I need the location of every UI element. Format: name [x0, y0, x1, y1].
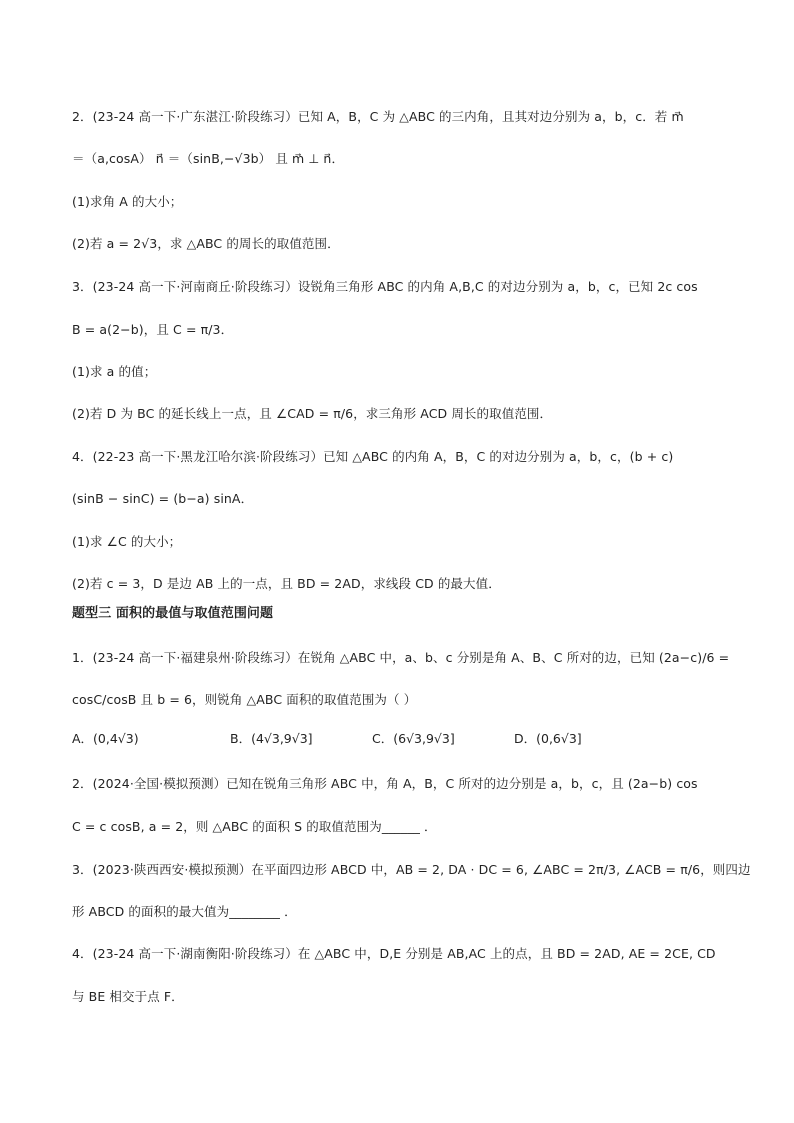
choice-a: A．(0,4√3) [72, 731, 139, 746]
q3-part-2: (2)若 D 为 BC 的延长线上一点，且 ∠CAD = π/6，求三角形 ACD 周长的取值范围． [72, 406, 553, 421]
q4-part-2: (2)若 c = 3，D 是边 AB 上的一点，且 BD = 2AD，求线段 CD 的最大值． [72, 576, 501, 591]
q2-part-1: (1)求角 A 的大小； [72, 194, 183, 209]
q2-stem-line-1: 2．(23-24 高一下·广东湛江·阶段练习）已知 A，B，C 为 △ABC 的三内角，且其对边分别为 a，b，c．若 m⃗ [72, 109, 684, 124]
s3-q4-stem-line-2: 与 BE 相交于点 F． [72, 989, 184, 1004]
s3-q1-stem-line-1: 1．(23-24 高一下·福建泉州·阶段练习）在锐角 △ABC 中，a、b、c 分别是角 A、B、C 所对的边，已知 (2a−c)/6 = [72, 650, 730, 665]
s3-q3-stem-line-2: 形 ABCD 的面积的最大值为________ ． [72, 904, 297, 919]
s3-q2-stem-line-2: C = c cosB, a = 2，则 △ABC 的面积 S 的取值范围为______ ． [72, 819, 437, 834]
choice-d: D．(0,6√3] [514, 731, 582, 746]
q3-stem-line-1: 3．(23-24 高一下·河南商丘·阶段练习）设锐角三角形 ABC 的内角 A,B,C 的对边分别为 a，b，c，已知 2c cos [72, 279, 698, 294]
choice-b: B．(4√3,9√3] [230, 731, 313, 746]
q4-part-1: (1)求 ∠C 的大小； [72, 534, 182, 549]
q3-part-1: (1)求 a 的值； [72, 364, 157, 379]
q3-stem-line-2: B = a(2−b)，且 C = π/3． [72, 322, 234, 337]
s3-q3-stem-line-1: 3．(2023·陕西西安·模拟预测）在平面四边形 ABCD 中，AB = 2, DA · DC = 6, ∠ABC = 2π/3, ∠ACB = π/6，则四边 [72, 862, 751, 877]
q2-stem-line-2: ＝（a,cosA） n⃗ ＝（sinB,−√3b） 且 m⃗ ⊥ n⃗． [72, 151, 345, 166]
section-heading: 题型三 面积的最值与取值范围问题 [72, 606, 274, 621]
q2-part-2: (2)若 a = 2√3，求 △ABC 的周长的取值范围． [72, 236, 340, 251]
q4-stem-line-1: 4．(22-23 高一下·黑龙江哈尔滨·阶段练习）已知 △ABC 的内角 A，B，C 的对边分别为 a，b，c，(b + c) [72, 449, 674, 464]
s3-q2-stem-line-1: 2．(2024·全国·模拟预测）已知在锐角三角形 ABC 中，角 A，B，C 所对的边分别是 a，b，c，且 (2a−b) cos [72, 776, 698, 791]
choice-c: C．(6√3,9√3] [372, 731, 455, 746]
s3-q4-stem-line-1: 4．(23-24 高一下·湖南衡阳·阶段练习）在 △ABC 中，D,E 分别是 AB,AC 上的点，且 BD = 2AD, AE = 2CE, CD [72, 946, 716, 961]
s3-q1-stem-line-2: cosC/cosB 且 b = 6，则锐角 △ABC 面积的取值范围为（ ） [72, 692, 417, 707]
q4-stem-line-2: (sinB − sinC) = (b−a) sinA． [72, 491, 254, 506]
